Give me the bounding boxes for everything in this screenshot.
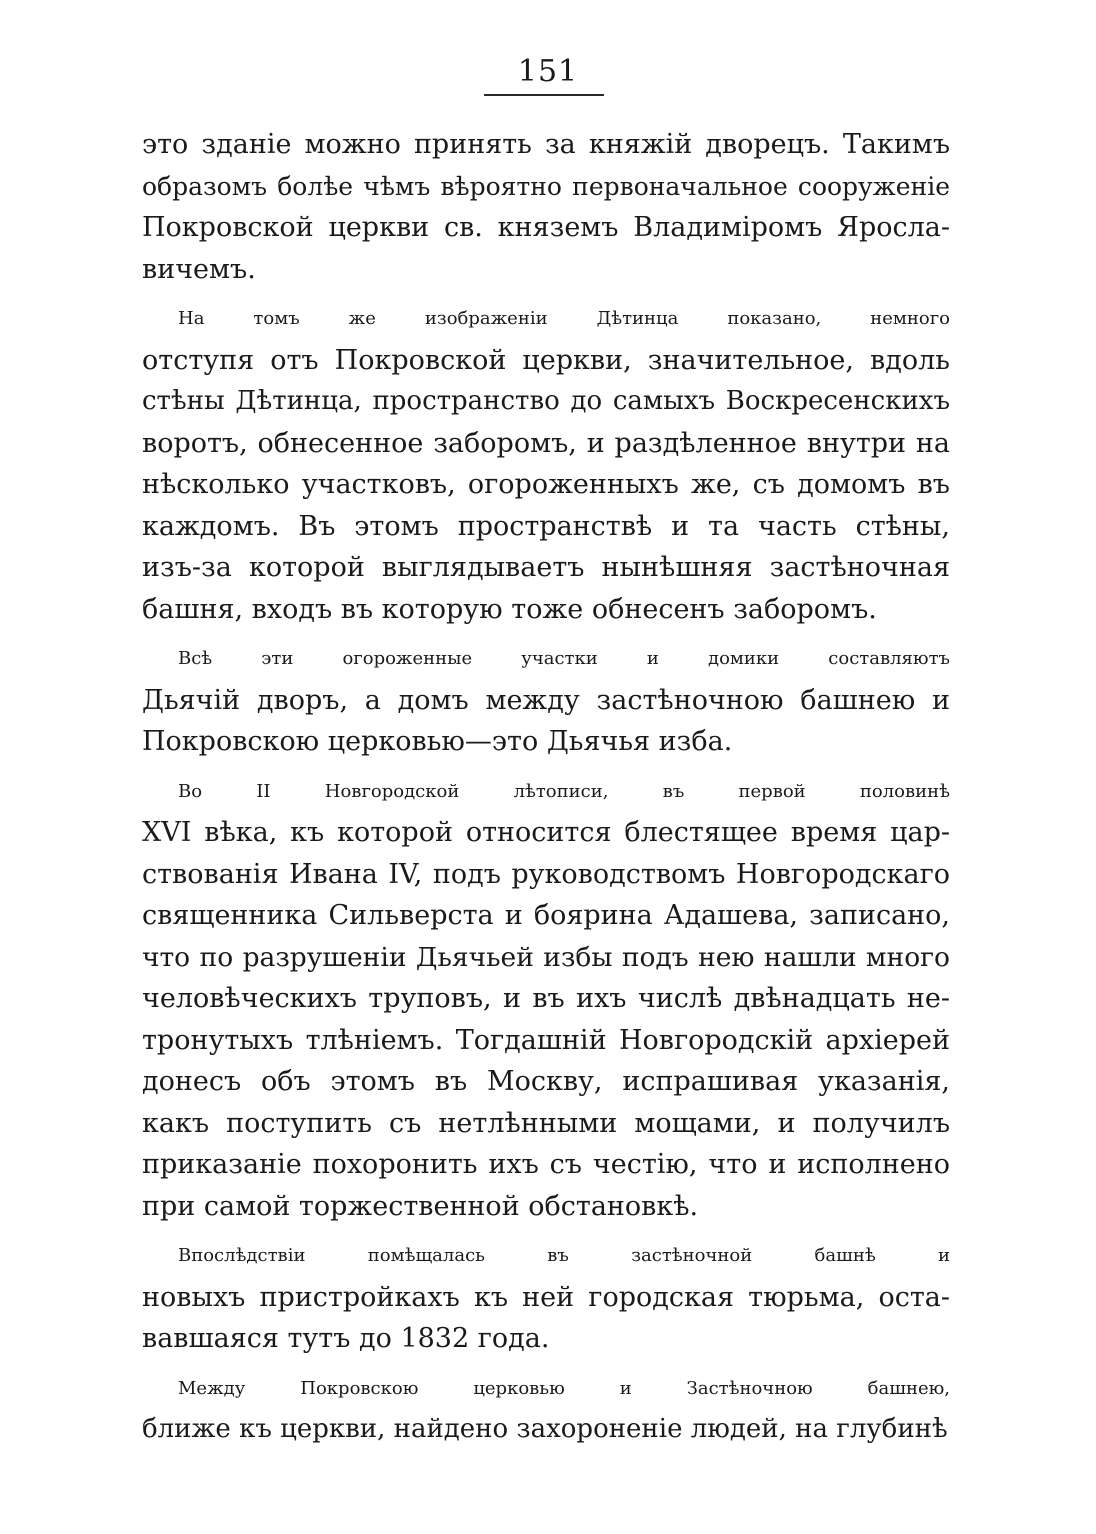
text-line: отступя отъ Покровской церкви, значительное, вдоль [142,344,950,376]
text-line: вавшаяся тутъ до 1832 года. [142,1323,550,1354]
paragraph [142,298,950,630]
paragraph [142,771,950,1228]
text-line: это зданіе можно принять за княжій дворецъ. Такимъ [142,129,950,160]
paragraph [142,1235,950,1360]
text-line: изъ-за которой выглядываетъ нынѣшняя застѣночная [142,552,950,583]
text-line: Между Покровскою церковью и Застѣночною башнею, [178,1377,950,1399]
text-line: Впослѣдствіи помѣщалась въ застѣночной башнѣ и [178,1245,950,1266]
text-line: XVI вѣка, къ которой относится блестящее время цар- [142,817,950,848]
page-number-rule [484,94,604,96]
text-line: Покровскою церковью—это Дьячья изба. [142,726,733,757]
text-line: вичемъ. [142,253,256,285]
text-line: донесъ объ этомъ въ Москву, испрашивая указанія, [142,1066,950,1097]
text-line: Всѣ эти огороженные участки и домики составляютъ [178,648,950,669]
text-line: стѣны Дѣтинца, пространство до самыхъ Воскресенскихъ [142,386,950,416]
text-line: Во II Новгородской лѣтописи, въ первой половинѣ [178,780,950,802]
text-line: образомъ болѣе чѣмъ вѣроятно первоначальное сооруженіе [142,171,950,201]
text-line: нѣсколько участковъ, огороженныхъ же, съ домомъ въ [142,469,950,500]
text-line: башня, входъ въ которую тоже обнесенъ заборомъ. [142,593,877,625]
text-line: ствованія Ивана IV, подъ руководствомъ Новгородскаго [142,858,950,890]
text-line: что по разрушеніи Дьячьей избы подъ нею нашли много [142,941,950,973]
text-line: человѣческихъ труповъ, и въ ихъ числѣ двѣнадцать не- [142,983,950,1014]
text-line: священника Сильверста и боярина Адашева, записано, [142,900,950,931]
text-body [142,124,950,1459]
page-number: 151 [517,54,579,89]
paragraph [142,638,950,763]
text-line: новыхъ пристройкахъ къ ней городская тюрьма, оста- [142,1281,950,1313]
text-line: каждомъ. Въ этомъ пространствѣ и та часть стѣны, [142,510,950,542]
text-line: при самой торжественной обстановкѣ. [142,1190,699,1222]
paragraph [142,1368,950,1451]
text-line: приказаніе похоронить ихъ съ честію, что и исполнено [142,1149,950,1180]
text-line: Дьячій дворъ, а домъ между застѣночною башнею и [142,684,950,716]
text-line: воротъ, обнесенное заборомъ, и раздѣленное внутри на [142,427,950,459]
text-line: тронутыхъ тлѣніемъ. Тогдашній Новгородскій архіерей [142,1024,950,1056]
text-line: ближе къ церкви, найдено захороненіе людей, на глубинѣ [142,1414,948,1444]
text-line: какъ поступить съ нетлѣнными мощами, и получилъ [142,1107,950,1139]
text-line: Покровской церкви св. княземъ Владиміромъ Яросла- [142,212,950,243]
text-line: На томъ же изображеніи Дѣтинца показано, немного [178,308,950,329]
paragraph [142,124,950,290]
